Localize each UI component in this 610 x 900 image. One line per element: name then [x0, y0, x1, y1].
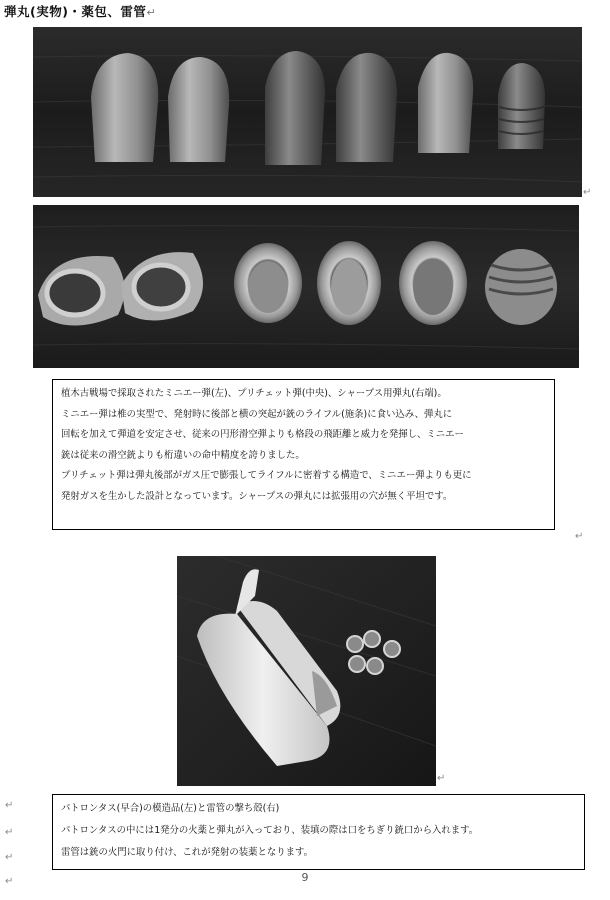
paragraph-mark: ↵: [5, 827, 14, 838]
bullets-base-image: [33, 205, 579, 368]
paragraph-mark: ↵: [437, 773, 446, 784]
photo-bullets-base: [33, 205, 579, 368]
caption-line: 雷管は銃の火門に取り付け、これが発射の装薬となります。: [61, 847, 314, 858]
caption-cartridge: [52, 794, 585, 870]
caption-line: プリチェット弾は弾丸後部がガス圧で膨張してライフルに密着する構造で、ミニエー弾よりも更に: [61, 470, 472, 481]
paragraph-mark: ↵: [5, 800, 14, 811]
pritchett-base-2: [317, 241, 381, 325]
caption-bullets: [52, 379, 555, 530]
paragraph-mark: ↵: [5, 852, 14, 863]
pritchett-bullet-3: [418, 53, 473, 153]
caption-line: 発射ガスを生かした設計となっています。シャープスの弾丸には拡張用の穴が無く平坦です。: [61, 490, 453, 502]
photo-cartridge: [177, 556, 436, 786]
paragraph-mark: ↵: [575, 531, 584, 542]
pritchett-bullet-1: [265, 51, 325, 165]
caption-line: 銃は従来の滑空銃よりも桁違いの命中精度を誇りました。: [61, 449, 305, 461]
bullets-side-image: [33, 27, 582, 197]
sharps-bullet: [498, 63, 545, 149]
cartridge-image: [177, 556, 436, 786]
paragraph-mark: ↵: [5, 876, 14, 887]
pritchett-bullet-2: [336, 53, 397, 162]
paragraph-mark: ↵: [146, 6, 157, 19]
minie-bullet-2: [168, 57, 229, 162]
caption-line: 植木古戦場で採取されたミニエー弾(左)、プリチェット弾(中央)、シャープス用弾丸(右端)。: [61, 388, 447, 399]
caption-line: ミニエー弾は椎の実型で、発射時に後部と横の突起が銃のライフル(施条)に食い込み、弾丸に: [61, 408, 453, 420]
sharps-base: [485, 249, 557, 325]
photo-bullets-side: [33, 27, 582, 197]
pritchett-base-1: [234, 243, 302, 323]
page-number: 9: [301, 871, 309, 884]
pritchett-base-3: [399, 241, 467, 325]
caption-line: パトロンタスの中には1発分の火薬と弾丸が入っており、装填の際は口をちぎり銃口から入れます。: [61, 825, 479, 836]
caption-line: パトロンタス(早合)の模造品(左)と雷管の撃ち殻(右): [61, 803, 280, 814]
caption-line: 回転を加えて弾道を安定させ、従来の円形滑空弾よりも格段の飛距離と威力を発揮し、ミニエー: [61, 429, 464, 440]
paragraph-mark: ↵: [583, 187, 592, 198]
page-title: [4, 2, 156, 20]
page-title-text: 弾丸(実物)・薬包、雷管: [4, 4, 147, 19]
minie-bullet-1: [91, 53, 158, 162]
